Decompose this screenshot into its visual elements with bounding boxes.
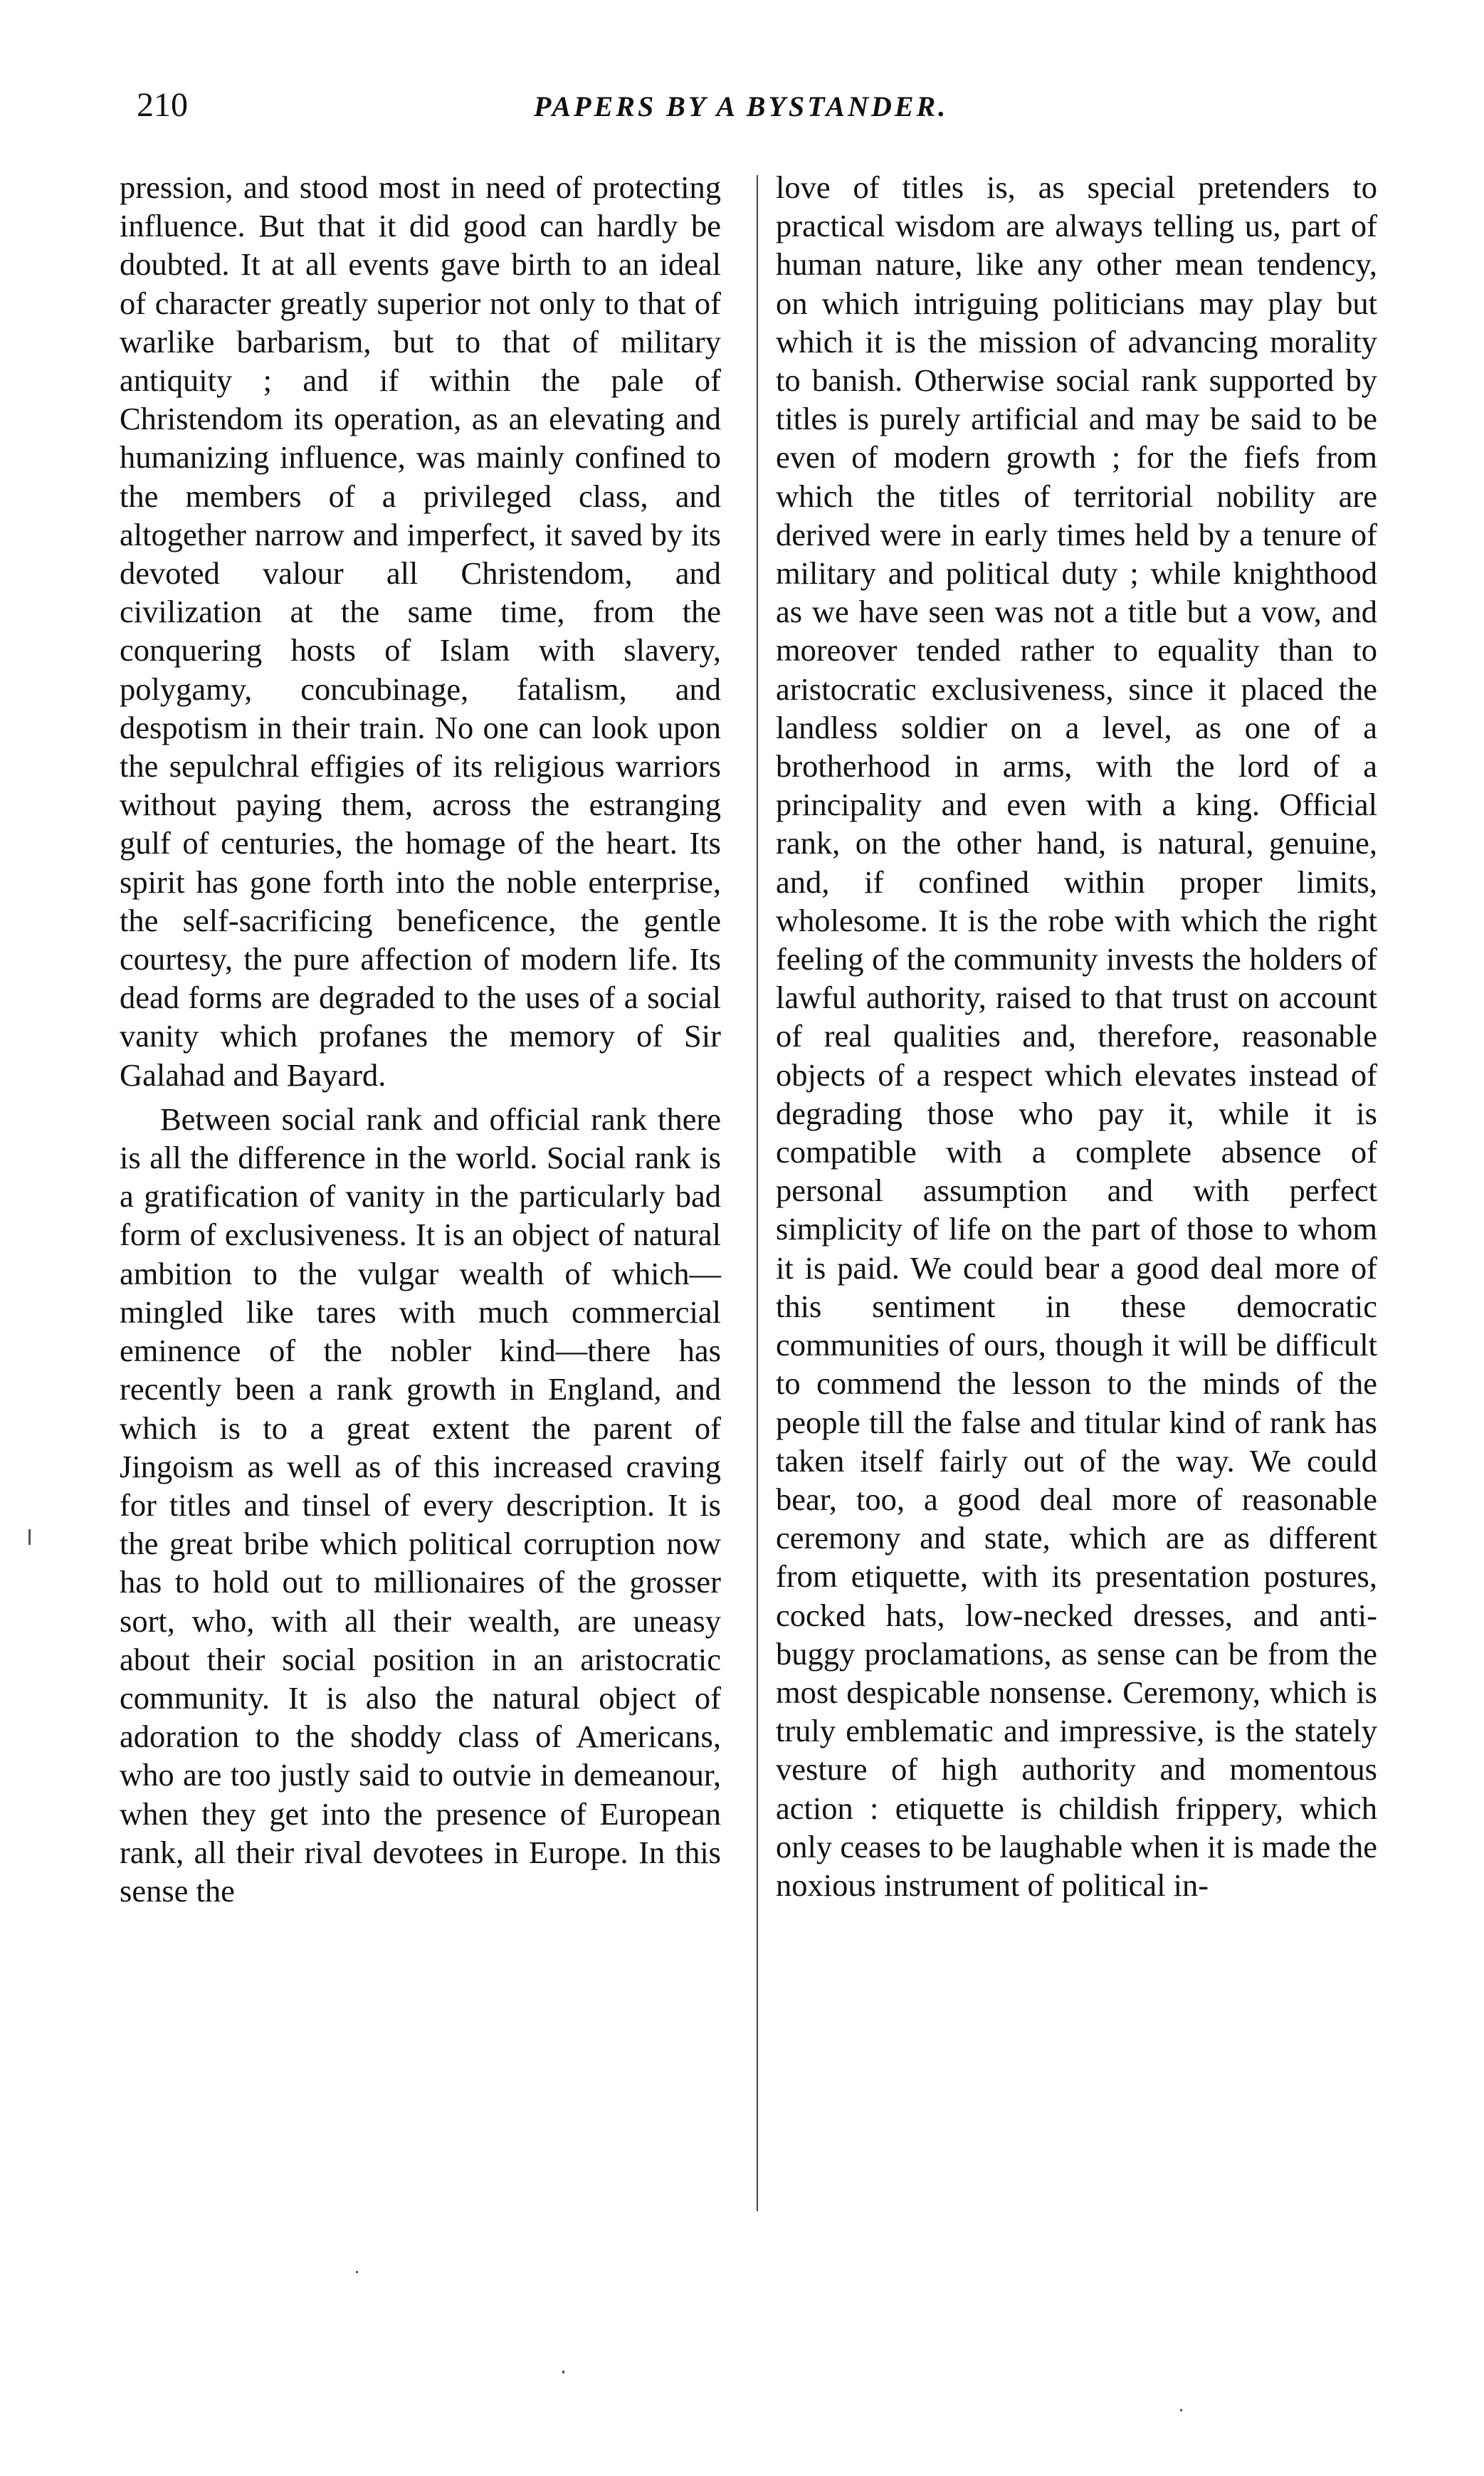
right-column bbox=[776, 168, 1377, 1904]
print-speck bbox=[562, 2371, 564, 2373]
left-paragraph-2: Between social rank and official rank there is all the difference in the world. Social rank is a gratification of vanity in the particularly bad form of exclusiveness. It is an object of natural ambition to the vulgar wealth of which—mingled like tares with much commercial eminence of the nobler kind—there has recently been a rank growth in England, and which is to a great extent the parent of Jingoism as well as of this increased craving for titles and tinsel of every description. It is the great bribe which political corruption now has to hold out to millionaires of the grosser sort, who, with all their wealth, are uneasy about their social position in an aristocratic community. It is also the natural object of adoration to the shoddy class of Americans, who are too justly said to outvie in demeanour, when they get into the presence of European rank, all their rival devotees in Europe. In this sense the bbox=[120, 1101, 721, 1909]
page-number: 210 bbox=[137, 86, 188, 124]
running-title: PAPERS BY A BYSTANDER. bbox=[534, 90, 949, 122]
left-paragraph-1: pression, and stood most in need of protecting influence. But that it did good can hardly be doubted. It at all events gave birth to an ideal of character greatly superior not only to that of warlike barbarism, but to that of military antiquity ; and if within the pale of Christendom its operation, as an elevating and humanizing influence, was mainly confined to the members of a privileged class, and altogether narrow and imperfect, it saved by its devoted valour all Christendom, and civilization at the same time, from the conquering hosts of Islam with slavery, polygamy, concubinage, fatalism, and despotism in their train. No one can look upon the sepulchral effigies of its religious warriors without paying them, across the estranging gulf of centuries, the homage of the heart. Its spirit has gone forth into the noble enterprise, the self-sacrificing beneficence, the gentle courtesy, the pure affection of modern life. Its dead forms are degraded to the uses of a social vanity which profanes the memory of Sir Galahad and Bayard. bbox=[120, 169, 721, 1093]
print-speck bbox=[1180, 2409, 1182, 2411]
column-divider-rule bbox=[757, 175, 758, 2211]
left-column bbox=[120, 168, 721, 1910]
right-paragraph-1: love of titles is, as special pretenders to practical wisdom are always telling us, part of human nature, like any other mean tendency, on which intriguing politicians may play but which it is the mission of advancing morality to banish. Otherwise social rank supported by titles is purely artificial and may be said to be even of modern growth ; for the fiefs from which the titles of territorial nobility are derived were in early times held by a tenure of military and political duty ; while knighthood as we have seen was not a title but a vow, and moreover tended rather to equality than to aristocratic exclusiveness, since it placed the landless soldier on a level, as one of a brotherhood in arms, with the lord of a principality and even with a king. Official rank, on the other hand, is natural, genuine, and, if confined within proper limits, wholesome. It is the robe with which the right feeling of the community invests the holders of lawful authority, raised to that trust on account of real qualities and, therefore, reasonable objects of a respect which elevates instead of degrading those who pay it, while it is compatible with a complete absence of personal assumption and with perfect simplicity of life on the part of those to whom it is paid. We could bear a good deal more of this sentiment in these democratic communities of ours, though it will be difficult to commend the lesson to the minds of the people till the false and titular kind of rank has taken itself fairly out of the way. We could bear, too, a good deal more of reasonable ceremony and state, which are as different from etiquette, with its presentation postures, cocked hats, low-necked dresses, and anti-buggy proclamations, as sense can be from the most despicable nonsense. Ceremony, which is truly emblematic and impressive, is the stately vesture of high authority and momentous action : etiquette is childish frippery, which only ceases to be laughable when it is made the noxious instrument of political in- bbox=[776, 169, 1377, 1903]
paragraph-gap bbox=[120, 1094, 721, 1100]
running-head bbox=[121, 84, 1388, 127]
margin-speck bbox=[28, 1529, 31, 1545]
print-speck bbox=[356, 2271, 358, 2273]
